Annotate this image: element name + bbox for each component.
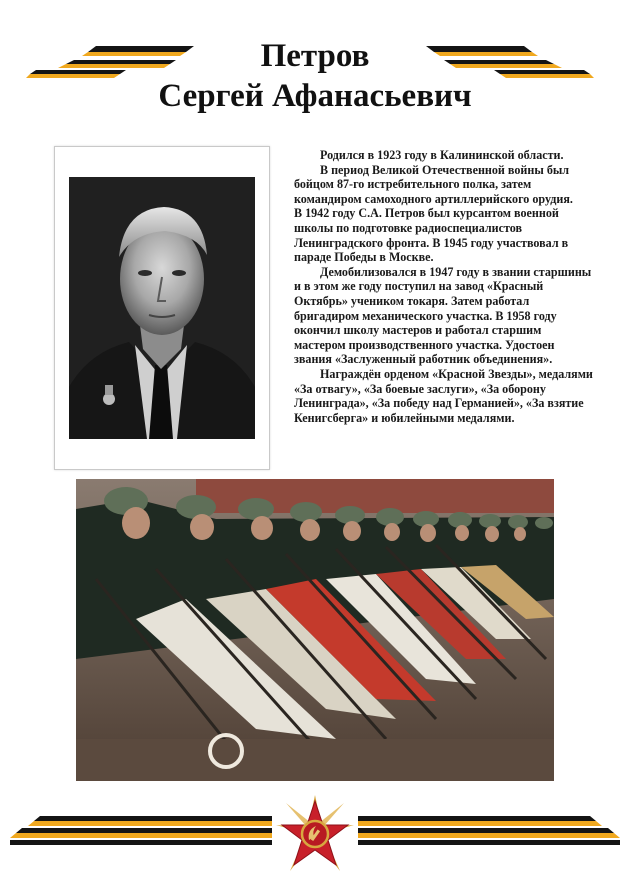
portrait-frame: [54, 146, 270, 470]
bio-paragraph: В период Великой Отечественной войны был бойцом 87-го истребительного полка, затем командиром самоходного артиллерийского орудия.: [294, 162, 573, 206]
victory-parade-photo: [76, 479, 554, 781]
surname: Петров: [260, 38, 370, 74]
portrait-photo: [69, 177, 255, 439]
bio-paragraph: Награждён орденом «Красной Звезды», медалями «За отвагу», «За боевые заслуги», «За оборону Ленинграда», «За победу над Германией», «За взятие Кенигсберга» и юбилейными медалями.: [294, 366, 593, 425]
order-emblem-icon: [274, 793, 356, 875]
bio-paragraph: В 1942 году С.А. Петров был курсантом военной школы по подготовке радиоспециалистов Ленинградского фронта. В 1945 году участвовал в параде Победы в Москве.: [294, 206, 569, 265]
st-george-ribbon-bottom-right: [358, 816, 620, 846]
bio-paragraph: Демобилизовался в 1947 году в звании старшины и в этом же году поступил на завод «Красный Октябрь» учеником токаря. Затем работал бригадиром механического участка. В 1958 году окончил школу мастеров и работал старшим мастером производственного участка. Удостоен звания «Заслуженный работник объединения».: [294, 264, 592, 367]
biography-text: [294, 148, 594, 425]
st-george-ribbon-bottom-left: [10, 816, 272, 846]
page-title: [120, 36, 510, 116]
full-name: Сергей Афанасьевич: [158, 78, 472, 114]
bio-paragraph: Родился в 1923 году в Калининской области.: [320, 148, 564, 162]
